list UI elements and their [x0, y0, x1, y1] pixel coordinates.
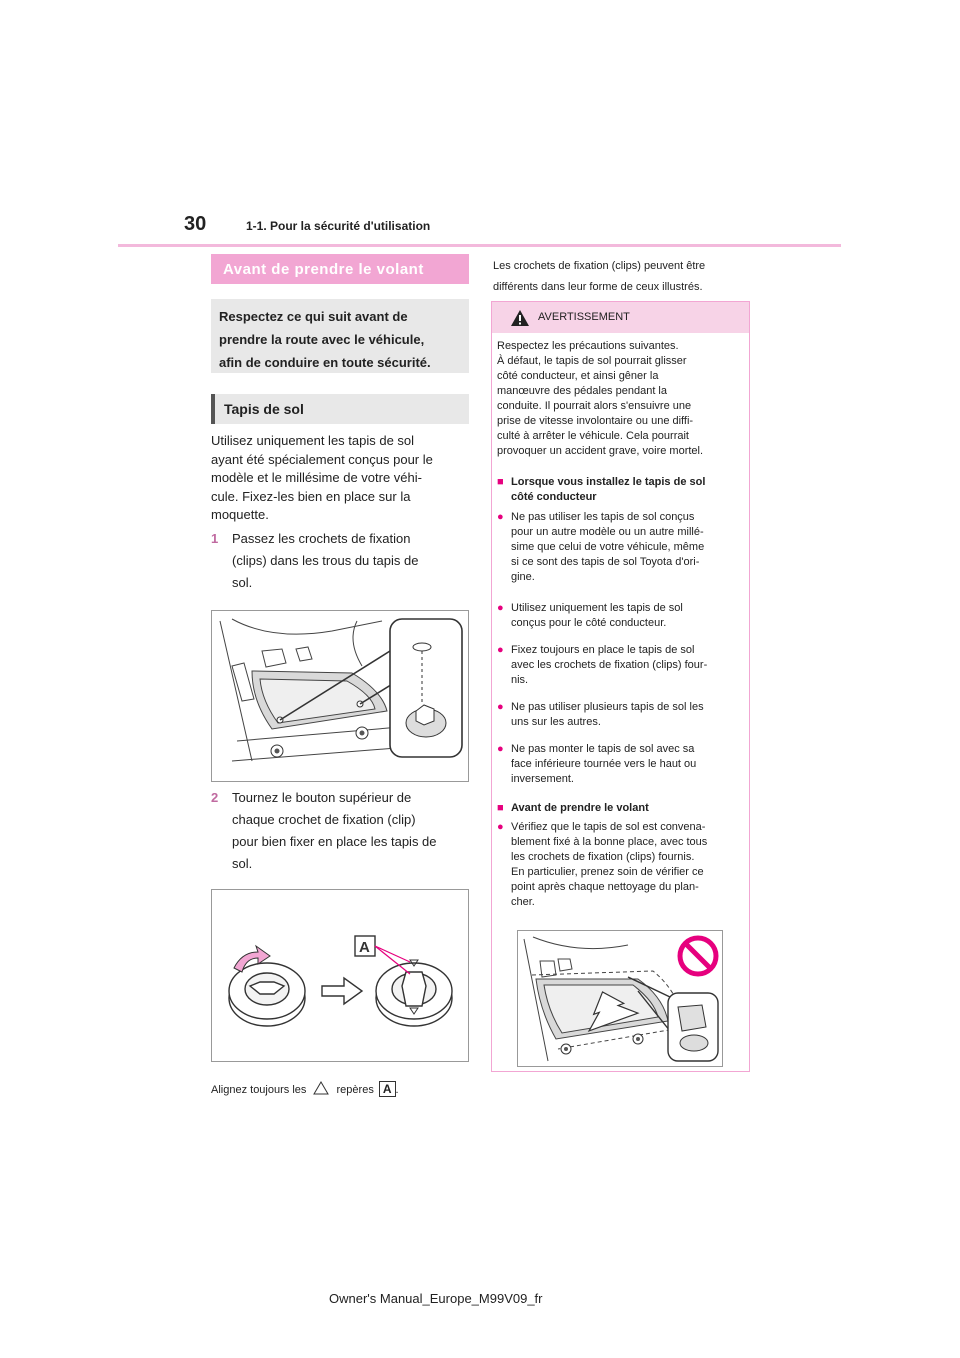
arrow-right-icon [322, 978, 362, 1004]
warning-triangle-icon [510, 309, 530, 327]
step-1 [211, 528, 473, 594]
warning-header [492, 302, 749, 333]
caption-marker-a: A [379, 1081, 396, 1097]
body-line: Utilisez uniquement les tapis de sol [211, 433, 415, 448]
step-line: pour bien fixer en place les tapis de [232, 834, 437, 849]
body-line: modèle et le millésime de votre véhi- [211, 470, 422, 485]
bullet-line: nis. [511, 674, 529, 686]
warning-section-2-title [497, 801, 743, 816]
step-2 [211, 787, 473, 875]
floor-mat-hooks-figure [211, 610, 469, 782]
circle-bullet-icon: ● [497, 821, 504, 833]
bullet-line: avec les crochets de fixation (clips) four- [511, 659, 708, 671]
bullet-line: Ne pas monter le tapis de sol avec sa [511, 743, 695, 755]
square-bullet-icon: ■ [497, 802, 504, 814]
bullet-line: uns sur les autres. [511, 716, 601, 728]
right-intro-line: Les crochets de fixation (clips) peuvent être [493, 260, 706, 272]
intro-line: prendre la route avec le véhicule, [219, 332, 425, 347]
step-line: Passez les crochets de fixation [232, 531, 411, 546]
caption-text-2: repères [336, 1084, 374, 1096]
square-bullet-icon: ■ [497, 476, 504, 488]
step-line: sol. [232, 575, 253, 590]
bullet-line: blement fixé à la bonne place, avec tous [511, 836, 708, 848]
sub-heading-bar [211, 394, 215, 424]
circle-bullet-icon: ● [497, 511, 504, 523]
warning-intro-line: côté conducteur, et ainsi gêner la [497, 370, 659, 382]
warning-section-1-title [497, 475, 743, 505]
step-2-number: 2 [211, 790, 219, 805]
body-line: ayant été spécialement conçus pour le [211, 451, 433, 467]
figure-caption [211, 1081, 399, 1097]
caption-text-1: Alignez toujours les [211, 1084, 307, 1096]
sub-heading [211, 394, 469, 424]
intro-box [211, 299, 469, 373]
warning-bullet [497, 820, 743, 910]
right-intro-line: différents dans leur forme de ceux illustrés. [493, 281, 703, 293]
circle-bullet-icon: ● [497, 701, 504, 713]
main-heading-text: Avant de prendre le volant [223, 261, 424, 278]
intro-line: Respectez ce qui suit avant de [219, 309, 408, 324]
section-title-line: Avant de prendre le volant [511, 802, 649, 814]
warning-bullet [497, 643, 743, 688]
bullet-line: si ce sont des tapis de sol Toyota d'ori- [511, 556, 700, 568]
bullet-line: cher. [511, 896, 535, 908]
warning-intro-line: Respectez les précautions suivantes. [497, 340, 679, 352]
bullet-line: Ne pas utiliser les tapis de sol conçus [511, 511, 695, 523]
bullet-line: conçus pour le côté conducteur. [511, 617, 667, 629]
step-line: chaque crochet de fixation (clip) [232, 812, 416, 827]
bullet-line: point après chaque nettoyage du plan- [511, 881, 699, 893]
bullet-line: pour un autre modèle ou un autre millé- [511, 526, 704, 538]
warning-intro-line: manœuvre des pédales pendant la [497, 385, 667, 397]
circle-bullet-icon: ● [497, 644, 504, 656]
sub-heading-text: Tapis de sol [224, 401, 304, 417]
section-title-line: Lorsque vous installez le tapis de sol [511, 476, 706, 488]
bullet-line: Ne pas utiliser plusieurs tapis de sol les [511, 701, 704, 713]
header-rule [118, 244, 841, 247]
warning-intro-line: prise de vitesse involontaire ou une diffi- [497, 415, 694, 427]
warning-intro-line: À défaut, le tapis de sol pourrait glisser [497, 355, 687, 367]
knob-rotation-figure [211, 889, 469, 1062]
caption-text-3: . [395, 1084, 399, 1096]
section-title-line: côté conducteur [511, 491, 597, 503]
step-1-number: 1 [211, 531, 219, 546]
floor-mat-illustration [212, 611, 468, 781]
step-line: sol. [232, 856, 253, 871]
step-line: Tournez le bouton supérieur de [232, 790, 412, 805]
warning-bullet [497, 601, 743, 631]
warning-intro-line: culté à arrêter le véhicule. Cela pourrait [497, 430, 689, 442]
warning-title: AVERTISSEMENT [538, 311, 630, 323]
bullet-line: sime que celui de votre véhicule, même [511, 541, 705, 553]
bullet-line: inversement. [511, 773, 574, 785]
body-line: moquette. [211, 507, 269, 522]
step-line: (clips) dans les trous du tapis de [232, 553, 419, 568]
warning-bullet [497, 700, 743, 730]
bullet-line: Utilisez uniquement les tapis de sol [511, 602, 683, 614]
warning-intro-line: provoquer un accident grave, voire mortel. [497, 445, 704, 457]
bullet-line: gine. [511, 571, 535, 583]
circle-bullet-icon: ● [497, 743, 504, 755]
bullet-line: Vérifiez que le tapis de sol est convena- [511, 821, 706, 833]
bullet-line: En particulier, prenez soin de vérifier ce [511, 866, 704, 878]
body-paragraph [211, 432, 473, 525]
intro-line: afin de conduire en toute sécurité. [219, 355, 431, 370]
bullet-line: face inférieure tournée vers le haut ou [511, 758, 697, 770]
bullet-line: les crochets de fixation (clips) fournis. [511, 851, 695, 863]
warning-bullet [497, 742, 743, 787]
bullet-line: Fixez toujours en place le tapis de sol [511, 644, 695, 656]
footer-text: Owner's Manual_Europe_M99V09_fr [329, 1291, 543, 1306]
warning-bullet [497, 510, 743, 585]
prohibited-icon [676, 934, 720, 978]
body-line: cule. Fixez-les bien en place sur la [211, 488, 411, 504]
knob-rotation-illustration [212, 890, 468, 1061]
triangle-mark-icon [313, 1081, 329, 1095]
warning-intro [497, 339, 743, 459]
page-number: 30 [184, 213, 207, 235]
marker-a-label: A [359, 939, 370, 956]
main-heading [211, 254, 469, 284]
section-title: 1-1. Pour la sécurité d'utilisation [246, 219, 431, 233]
circle-bullet-icon: ● [497, 602, 504, 614]
warning-intro-line: conduite. Il pourrait alors s'ensuivre une [497, 400, 692, 412]
right-intro [493, 256, 750, 298]
